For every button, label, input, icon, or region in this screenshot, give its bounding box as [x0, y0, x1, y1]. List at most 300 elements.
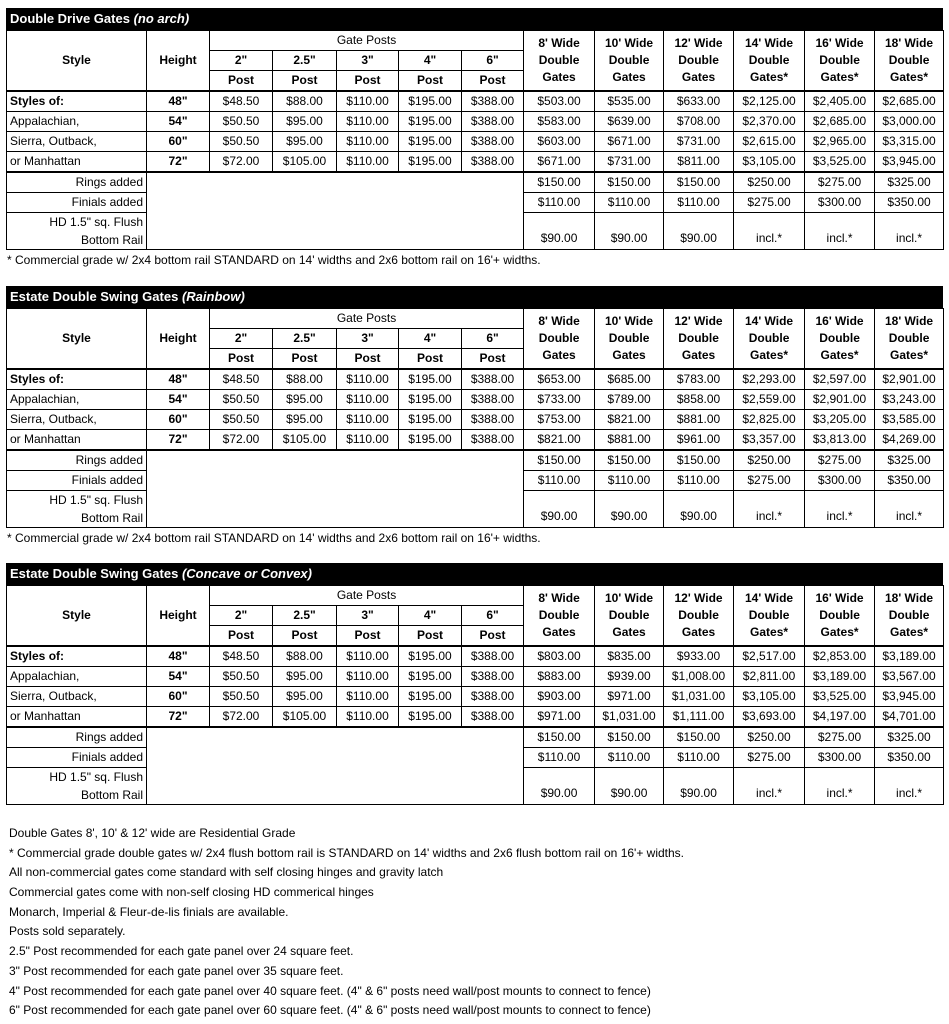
- width-line: Double: [888, 331, 930, 345]
- width-line: 12' Wide: [674, 591, 723, 605]
- width-line: 14' Wide: [745, 314, 794, 328]
- notes-list: [9, 824, 944, 1021]
- post-price-cell: $388.00: [462, 430, 524, 451]
- addon-price-cell: $275.00: [805, 172, 875, 193]
- note-line: Double Gates 8', 10' & 12' wide are Residential Grade: [9, 826, 296, 840]
- post-price-cell: $48.50: [210, 646, 273, 667]
- height-cell: 72": [147, 152, 210, 173]
- style-cell: Sierra, Outback,: [7, 687, 147, 707]
- post-size-header: 2": [210, 329, 273, 349]
- width-line: Gates*: [890, 348, 929, 362]
- gate-price-cell: $3,567.00: [875, 667, 944, 687]
- post-price-cell: $95.00: [273, 112, 337, 132]
- post-label-header: Post: [210, 349, 273, 370]
- width-line: Gates*: [820, 348, 859, 362]
- table-row: [7, 430, 944, 451]
- width-header: [664, 586, 734, 647]
- addon-price-cell: incl.*: [805, 491, 875, 528]
- addon-label-line: Bottom Rail: [80, 511, 143, 525]
- gate-price-cell: $731.00: [595, 152, 664, 173]
- addon-price-cell: $150.00: [524, 450, 595, 471]
- gate-price-cell: $2,559.00: [734, 390, 805, 410]
- width-line: 18' Wide: [885, 314, 934, 328]
- table-row: [7, 91, 944, 112]
- post-price-cell: $388.00: [462, 687, 524, 707]
- gate-price-cell: $671.00: [524, 152, 595, 173]
- table-row: [7, 707, 944, 728]
- addon-price-cell: $110.00: [595, 471, 664, 491]
- gate-price-cell: $653.00: [524, 369, 595, 390]
- width-line: Double: [678, 53, 719, 67]
- post-size-header: 2": [210, 606, 273, 626]
- post-price-cell: $48.50: [210, 91, 273, 112]
- addon-price-cell: $150.00: [664, 727, 734, 748]
- post-price-cell: $50.50: [210, 132, 273, 152]
- note-line: 2.5" Post recommended for each gate panel over 24 square feet.: [9, 944, 354, 959]
- addon-price-cell: $90.00: [664, 213, 734, 250]
- addon-price-cell: $110.00: [524, 748, 595, 768]
- post-label-header: Post: [462, 71, 524, 92]
- gate-price-cell: $3,315.00: [875, 132, 944, 152]
- post-price-cell: $195.00: [399, 369, 462, 390]
- gate-price-cell: $3,105.00: [734, 152, 805, 173]
- post-label-header: Post: [399, 71, 462, 92]
- width-header: [875, 586, 944, 647]
- gate-posts-header: Gate Posts: [210, 586, 524, 606]
- addon-price-cell: $325.00: [875, 450, 944, 471]
- addon-label: Rings added: [7, 172, 147, 193]
- gate-price-cell: $3,189.00: [805, 667, 875, 687]
- width-line: Gates: [681, 70, 716, 84]
- style-cell: or Manhattan: [7, 152, 147, 173]
- width-header: [805, 31, 875, 92]
- addon-label: [7, 768, 147, 805]
- addon-price-cell: $150.00: [524, 172, 595, 193]
- section-subtitle: (Concave or Convex): [181, 566, 312, 581]
- addon-price-cell: $150.00: [664, 172, 734, 193]
- width-line: Double: [608, 608, 650, 622]
- post-size-header: 2.5": [273, 51, 337, 71]
- post-price-cell: $50.50: [210, 687, 273, 707]
- width-line: 8' Wide: [538, 314, 580, 328]
- post-price-cell: $388.00: [462, 667, 524, 687]
- addon-price-cell: $300.00: [805, 193, 875, 213]
- post-price-cell: $110.00: [337, 390, 399, 410]
- post-price-cell: $50.50: [210, 410, 273, 430]
- post-price-cell: $195.00: [399, 687, 462, 707]
- post-price-cell: $88.00: [273, 646, 337, 667]
- width-header: [805, 309, 875, 370]
- price-section: [6, 563, 943, 825]
- width-line: Gates: [612, 70, 646, 84]
- height-cell: 54": [147, 112, 210, 132]
- gate-price-cell: $535.00: [595, 91, 664, 112]
- post-label-header: Post: [462, 626, 524, 647]
- gate-price-cell: $2,853.00: [805, 646, 875, 667]
- addon-label-line: HD 1.5" sq. Flush: [49, 215, 143, 229]
- style-header: Style: [7, 31, 147, 92]
- addon-label: Rings added: [7, 727, 147, 748]
- gate-price-cell: $4,701.00: [875, 707, 944, 728]
- gate-price-cell: $3,189.00: [875, 646, 944, 667]
- post-label-header: Post: [210, 626, 273, 647]
- post-label-header: Post: [337, 349, 399, 370]
- post-price-cell: $195.00: [399, 410, 462, 430]
- addon-price-cell: incl.*: [875, 213, 944, 250]
- height-cell: 60": [147, 410, 210, 430]
- post-label-header: Post: [399, 626, 462, 647]
- gate-price-cell: $2,685.00: [805, 112, 875, 132]
- header-row: [7, 31, 944, 51]
- gate-price-cell: $3,525.00: [805, 687, 875, 707]
- width-header: [734, 309, 805, 370]
- addon-price-cell: $250.00: [734, 450, 805, 471]
- gate-price-cell: $2,811.00: [734, 667, 805, 687]
- post-price-cell: $195.00: [399, 112, 462, 132]
- gate-price-cell: $961.00: [664, 430, 734, 451]
- gate-price-cell: $2,125.00: [734, 91, 805, 112]
- height-cell: 54": [147, 390, 210, 410]
- style-header: Style: [7, 586, 147, 647]
- gate-price-cell: $883.00: [524, 667, 595, 687]
- gate-price-cell: $671.00: [595, 132, 664, 152]
- post-label-header: Post: [273, 71, 337, 92]
- post-size-header: 6": [462, 329, 524, 349]
- style-cell: Appalachian,: [7, 667, 147, 687]
- table-row: [7, 667, 944, 687]
- post-price-cell: $195.00: [399, 707, 462, 728]
- gate-price-cell: $3,945.00: [875, 152, 944, 173]
- post-size-header: 6": [462, 51, 524, 71]
- gate-price-cell: $2,825.00: [734, 410, 805, 430]
- post-price-cell: $388.00: [462, 390, 524, 410]
- addon-price-cell: $110.00: [664, 471, 734, 491]
- note-line: Monarch, Imperial & Fleur-de-lis finials are available.: [9, 904, 289, 919]
- section-subtitle: (Rainbow): [181, 289, 245, 304]
- width-line: 16' Wide: [815, 591, 864, 605]
- post-label-header: Post: [273, 626, 337, 647]
- width-line: 10' Wide: [605, 591, 654, 605]
- post-label-header: Post: [462, 349, 524, 370]
- height-cell: 72": [147, 430, 210, 451]
- post-price-cell: $110.00: [337, 112, 399, 132]
- width-line: Double: [608, 331, 650, 345]
- gate-price-cell: $583.00: [524, 112, 595, 132]
- addon-label-line: HD 1.5" sq. Flush: [49, 770, 143, 784]
- width-header: [595, 309, 664, 370]
- post-size-header: 2.5": [273, 606, 337, 626]
- note-line: All non-commercial gates come standard with self closing hinges and gravity latch: [9, 865, 444, 880]
- width-header: [524, 31, 595, 92]
- width-header: [734, 31, 805, 92]
- addon-price-cell: $350.00: [875, 193, 944, 213]
- addon-blank: [147, 172, 524, 250]
- table-row: [7, 112, 944, 132]
- gate-price-cell: $753.00: [524, 410, 595, 430]
- addon-price-cell: $300.00: [805, 748, 875, 768]
- addon-price-cell: $110.00: [595, 193, 664, 213]
- style-cell: Appalachian,: [7, 112, 147, 132]
- addon-price-cell: $150.00: [524, 727, 595, 748]
- addon-price-cell: $300.00: [805, 471, 875, 491]
- post-price-cell: $95.00: [273, 687, 337, 707]
- gate-price-cell: $2,965.00: [805, 132, 875, 152]
- section-footnote: [6, 805, 943, 825]
- post-price-cell: $195.00: [399, 390, 462, 410]
- addon-label: Finials added: [7, 748, 147, 768]
- width-line: 12' Wide: [674, 36, 723, 50]
- width-line: Gates*: [750, 70, 789, 84]
- post-price-cell: $95.00: [273, 410, 337, 430]
- post-price-cell: $388.00: [462, 410, 524, 430]
- post-size-header: 4": [399, 329, 462, 349]
- addon-price-cell: $325.00: [875, 727, 944, 748]
- post-price-cell: $195.00: [399, 646, 462, 667]
- post-size-header: 3": [337, 51, 399, 71]
- addon-row-rings: [7, 172, 944, 193]
- width-line: Double: [608, 53, 650, 67]
- post-price-cell: $72.00: [210, 707, 273, 728]
- section-subtitle: (no arch): [133, 11, 190, 26]
- post-price-cell: $50.50: [210, 390, 273, 410]
- gate-price-cell: $1,008.00: [664, 667, 734, 687]
- width-line: Double: [748, 331, 790, 345]
- post-price-cell: $50.50: [210, 112, 273, 132]
- gate-price-cell: $4,197.00: [805, 707, 875, 728]
- note-line: Posts sold separately.: [9, 924, 126, 939]
- section-title: [6, 286, 943, 308]
- gate-price-cell: $821.00: [595, 410, 664, 430]
- gate-price-cell: $3,105.00: [734, 687, 805, 707]
- height-cell: 60": [147, 687, 210, 707]
- gate-price-cell: $971.00: [595, 687, 664, 707]
- gate-price-cell: $1,031.00: [664, 687, 734, 707]
- addon-price-cell: incl.*: [805, 213, 875, 250]
- gate-price-cell: $3,813.00: [805, 430, 875, 451]
- gate-price-cell: $685.00: [595, 369, 664, 390]
- addon-price-cell: incl.*: [875, 768, 944, 805]
- gate-price-cell: $789.00: [595, 390, 664, 410]
- width-header: [524, 586, 595, 647]
- addon-price-cell: $275.00: [734, 193, 805, 213]
- gate-price-cell: $2,597.00: [805, 369, 875, 390]
- addon-price-cell: $90.00: [595, 213, 664, 250]
- post-price-cell: $195.00: [399, 132, 462, 152]
- gate-price-cell: $933.00: [664, 646, 734, 667]
- addon-blank: [147, 450, 524, 528]
- post-price-cell: $50.50: [210, 667, 273, 687]
- post-size-header: 2": [210, 51, 273, 71]
- addon-price-cell: $150.00: [595, 727, 664, 748]
- price-table: [6, 585, 944, 805]
- gate-price-cell: $733.00: [524, 390, 595, 410]
- gate-price-cell: $639.00: [595, 112, 664, 132]
- addon-price-cell: $110.00: [664, 748, 734, 768]
- addon-price-cell: $250.00: [734, 727, 805, 748]
- width-line: Gates*: [750, 348, 789, 362]
- gate-posts-header: Gate Posts: [210, 309, 524, 329]
- width-line: Double: [819, 53, 860, 67]
- addon-row-rings: [7, 727, 944, 748]
- width-line: 8' Wide: [538, 591, 580, 605]
- gate-price-cell: $2,901.00: [805, 390, 875, 410]
- gate-price-cell: $2,293.00: [734, 369, 805, 390]
- gate-price-cell: $731.00: [664, 132, 734, 152]
- width-line: Double: [538, 331, 580, 345]
- post-price-cell: $388.00: [462, 152, 524, 173]
- addon-price-cell: $275.00: [734, 471, 805, 491]
- table-row: [7, 152, 944, 173]
- addon-label: [7, 491, 147, 528]
- addon-price-cell: $90.00: [664, 768, 734, 805]
- post-price-cell: $195.00: [399, 667, 462, 687]
- post-price-cell: $110.00: [337, 667, 399, 687]
- post-price-cell: $110.00: [337, 646, 399, 667]
- addon-price-cell: $90.00: [524, 768, 595, 805]
- gate-price-cell: $4,269.00: [875, 430, 944, 451]
- gate-price-cell: $708.00: [664, 112, 734, 132]
- header-row: [7, 309, 944, 329]
- gate-price-cell: $803.00: [524, 646, 595, 667]
- addon-row-rings: [7, 450, 944, 471]
- post-price-cell: $95.00: [273, 132, 337, 152]
- addon-price-cell: $275.00: [734, 748, 805, 768]
- width-header: [595, 586, 664, 647]
- gate-price-cell: $835.00: [595, 646, 664, 667]
- addon-price-cell: $110.00: [524, 193, 595, 213]
- gate-price-cell: $858.00: [664, 390, 734, 410]
- style-cell: Styles of:: [7, 91, 147, 112]
- width-line: Gates: [542, 70, 576, 84]
- gate-price-cell: $811.00: [664, 152, 734, 173]
- post-price-cell: $48.50: [210, 369, 273, 390]
- addon-label: Finials added: [7, 471, 147, 491]
- gate-price-cell: $2,517.00: [734, 646, 805, 667]
- addon-price-cell: $110.00: [664, 193, 734, 213]
- addon-label: [7, 213, 147, 250]
- gate-price-cell: $3,945.00: [875, 687, 944, 707]
- height-cell: 54": [147, 667, 210, 687]
- note-line: * Commercial grade double gates w/ 2x4 flush bottom rail is STANDARD on 14' widths and 2x6 flush bottom rail on 16'+ widths.: [9, 845, 685, 860]
- width-header: [524, 309, 595, 370]
- width-line: 8' Wide: [538, 36, 580, 50]
- width-line: Double: [748, 53, 790, 67]
- gate-price-cell: $881.00: [664, 410, 734, 430]
- height-cell: 72": [147, 707, 210, 728]
- gate-price-cell: $881.00: [595, 430, 664, 451]
- note-line: 4" Post recommended for each gate panel over 40 square feet. (4" & 6" posts need wall/post mounts to connect to fence): [9, 983, 651, 998]
- addon-price-cell: $275.00: [805, 450, 875, 471]
- gate-price-cell: $633.00: [664, 91, 734, 112]
- addon-price-cell: incl.*: [805, 768, 875, 805]
- addon-price-cell: $90.00: [595, 491, 664, 528]
- post-price-cell: $110.00: [337, 132, 399, 152]
- post-price-cell: $388.00: [462, 369, 524, 390]
- post-price-cell: $110.00: [337, 410, 399, 430]
- width-line: Gates*: [890, 625, 929, 639]
- style-cell: Sierra, Outback,: [7, 410, 147, 430]
- addon-price-cell: $110.00: [524, 471, 595, 491]
- addon-label-line: Bottom Rail: [80, 233, 143, 247]
- width-line: Double: [888, 53, 930, 67]
- height-header: Height: [147, 31, 210, 92]
- gate-price-cell: $903.00: [524, 687, 595, 707]
- post-label-header: Post: [337, 71, 399, 92]
- post-price-cell: $110.00: [337, 369, 399, 390]
- post-price-cell: $105.00: [273, 152, 337, 173]
- gate-price-cell: $3,693.00: [734, 707, 805, 728]
- post-size-header: 3": [337, 606, 399, 626]
- width-line: Gates*: [750, 625, 789, 639]
- gate-price-cell: $1,111.00: [664, 707, 734, 728]
- width-line: Double: [819, 608, 860, 622]
- gate-price-cell: $2,685.00: [875, 91, 944, 112]
- post-price-cell: $110.00: [337, 430, 399, 451]
- gate-price-cell: $503.00: [524, 91, 595, 112]
- post-price-cell: $195.00: [399, 91, 462, 112]
- header-row: [7, 586, 944, 606]
- addon-label: Rings added: [7, 450, 147, 471]
- price-table: [6, 30, 944, 250]
- addon-price-cell: $250.00: [734, 172, 805, 193]
- gate-price-cell: $2,615.00: [734, 132, 805, 152]
- width-header: [595, 31, 664, 92]
- width-line: Gates*: [820, 625, 859, 639]
- price-table: [6, 308, 944, 528]
- height-cell: 60": [147, 132, 210, 152]
- width-line: Gates: [681, 625, 716, 639]
- addon-price-cell: $350.00: [875, 471, 944, 491]
- addon-label: Finials added: [7, 193, 147, 213]
- gate-posts-header: Gate Posts: [210, 31, 524, 51]
- style-header: Style: [7, 309, 147, 370]
- style-cell: Styles of:: [7, 646, 147, 667]
- width-line: 14' Wide: [745, 591, 794, 605]
- width-line: Double: [678, 331, 719, 345]
- gate-price-cell: $3,205.00: [805, 410, 875, 430]
- post-size-header: 6": [462, 606, 524, 626]
- gate-price-cell: $2,370.00: [734, 112, 805, 132]
- post-price-cell: $95.00: [273, 390, 337, 410]
- table-row: [7, 390, 944, 410]
- table-row: [7, 132, 944, 152]
- post-price-cell: $195.00: [399, 430, 462, 451]
- gate-price-cell: $821.00: [524, 430, 595, 451]
- style-cell: or Manhattan: [7, 430, 147, 451]
- height-cell: 48": [147, 369, 210, 390]
- addon-price-cell: $150.00: [664, 450, 734, 471]
- post-price-cell: $88.00: [273, 369, 337, 390]
- width-line: Gates*: [820, 70, 859, 84]
- post-price-cell: $388.00: [462, 91, 524, 112]
- addon-price-cell: $150.00: [595, 172, 664, 193]
- width-header: [875, 309, 944, 370]
- post-size-header: 3": [337, 329, 399, 349]
- table-row: [7, 687, 944, 707]
- gate-price-cell: $971.00: [524, 707, 595, 728]
- addon-price-cell: incl.*: [875, 491, 944, 528]
- addon-price-cell: incl.*: [734, 491, 805, 528]
- price-section: [6, 286, 943, 548]
- post-price-cell: $72.00: [210, 152, 273, 173]
- post-price-cell: $388.00: [462, 646, 524, 667]
- post-price-cell: $388.00: [462, 112, 524, 132]
- section-title-text: Estate Double Swing Gates: [10, 289, 179, 304]
- note-line: Commercial gates come with non-self closing HD commerical hinges: [9, 885, 374, 900]
- gate-price-cell: $2,901.00: [875, 369, 944, 390]
- width-line: 10' Wide: [605, 314, 654, 328]
- width-line: 18' Wide: [885, 36, 934, 50]
